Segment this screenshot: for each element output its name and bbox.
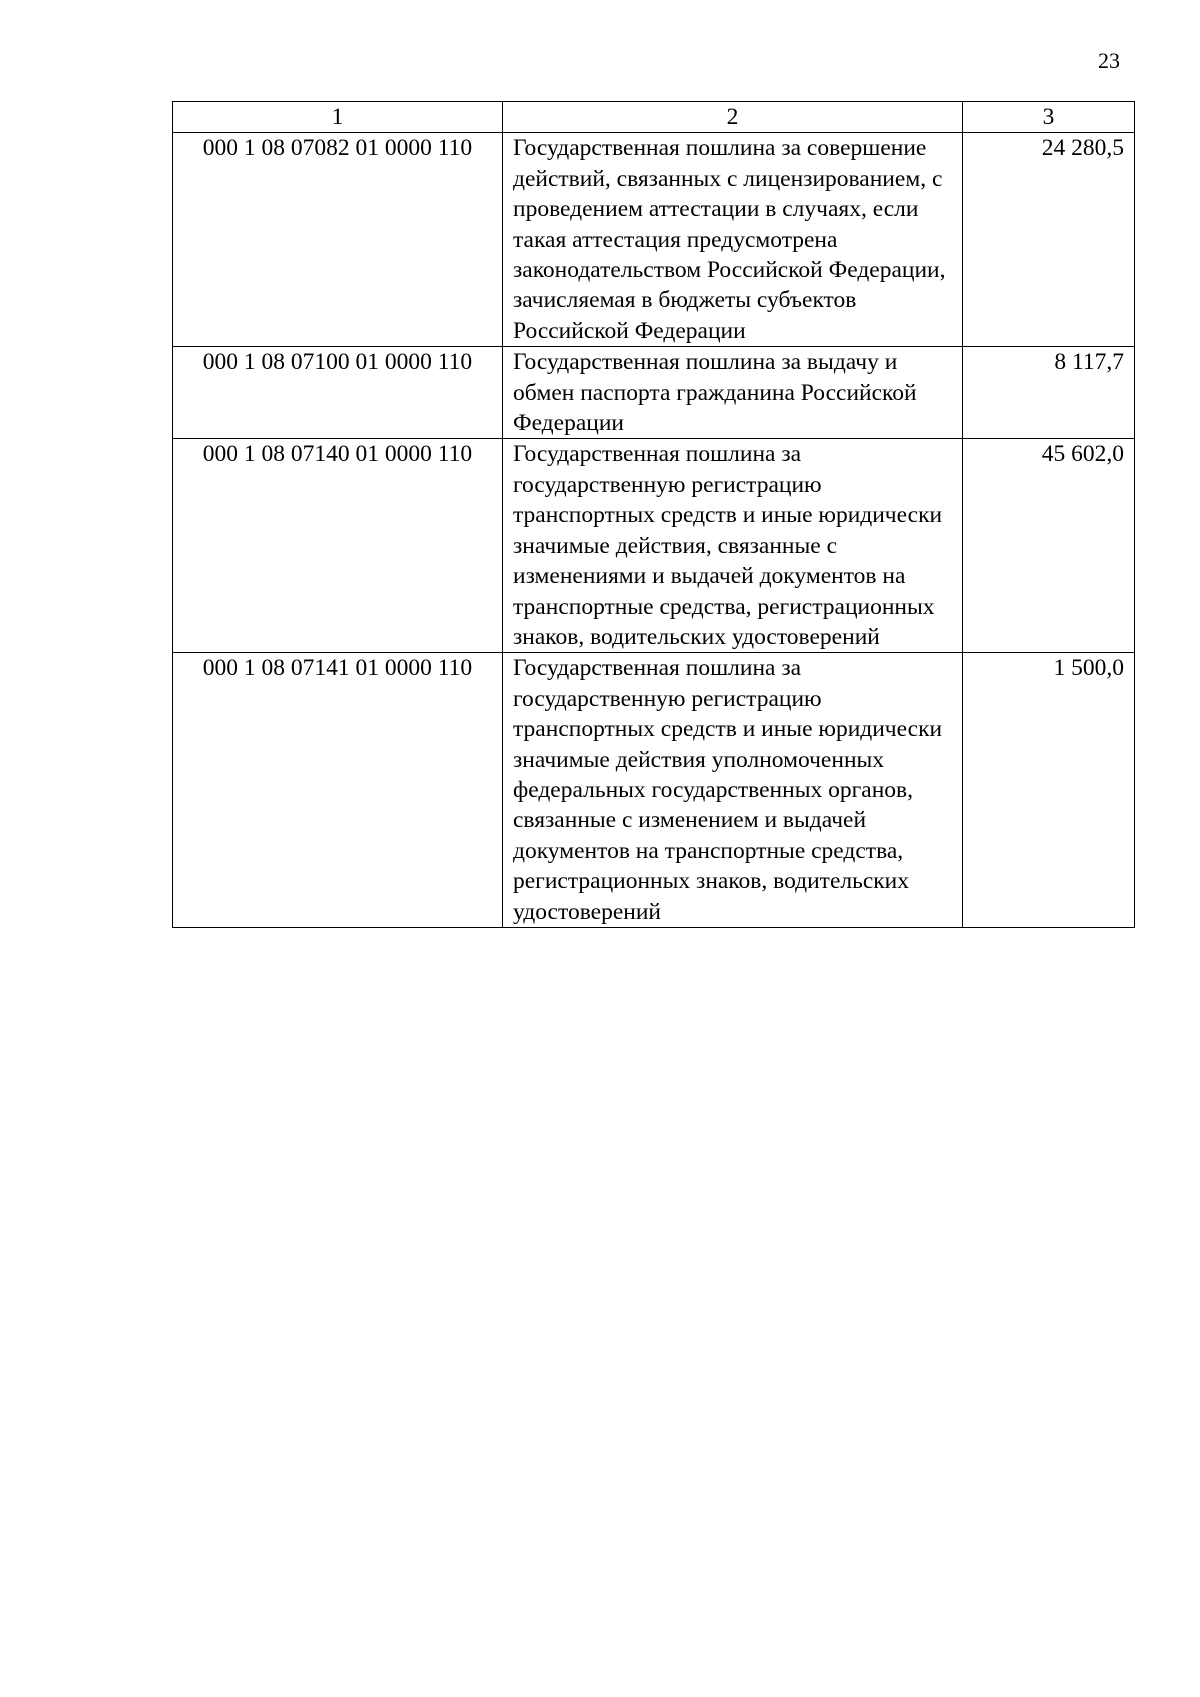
revenue-name: Государственная пошлина за государственную регистрацию транспортных средств и иные юридически значимые действия уполномоченных федеральных государственных органов, связанные с изменением и выдачей документов на транспортные средства, регистрационных знаков, водительских удостоверений [503,653,963,928]
table-row [173,653,1135,928]
revenue-code: 000 1 08 07082 01 0000 110 [173,133,503,347]
revenue-code: 000 1 08 07100 01 0000 110 [173,347,503,439]
table-row [173,347,1135,439]
revenue-amount: 1 500,0 [963,653,1135,928]
revenue-amount: 24 280,5 [963,133,1135,347]
revenue-name: Государственная пошлина за выдачу и обмен паспорта гражданина Российской Федерации [503,347,963,439]
revenue-code: 000 1 08 07141 01 0000 110 [173,653,503,928]
revenue-amount: 8 117,7 [963,347,1135,439]
revenue-name: Государственная пошлина за совершение действий, связанных с лицензированием, с проведением аттестации в случаях, если такая аттестация предусмотрена законодательством Российской Федерации, зачисляемая в бюджеты субъектов Российской Федерации [503,133,963,347]
table-row [173,133,1135,347]
table-row [173,439,1135,653]
column-header-code: 1 [173,102,503,133]
page-number: 23 [1098,48,1120,73]
column-header-name: 2 [503,102,963,133]
column-header-amount: 3 [963,102,1135,133]
table-header-row [173,102,1135,133]
revenue-name: Государственная пошлина за государственную регистрацию транспортных средств и иные юридически значимые действия, связанные с изменениями и выдачей документов на транспортные средства, регистрационных знаков, водительских удостоверений [503,439,963,653]
revenue-table [172,101,1135,928]
revenue-code: 000 1 08 07140 01 0000 110 [173,439,503,653]
revenue-amount: 45 602,0 [963,439,1135,653]
